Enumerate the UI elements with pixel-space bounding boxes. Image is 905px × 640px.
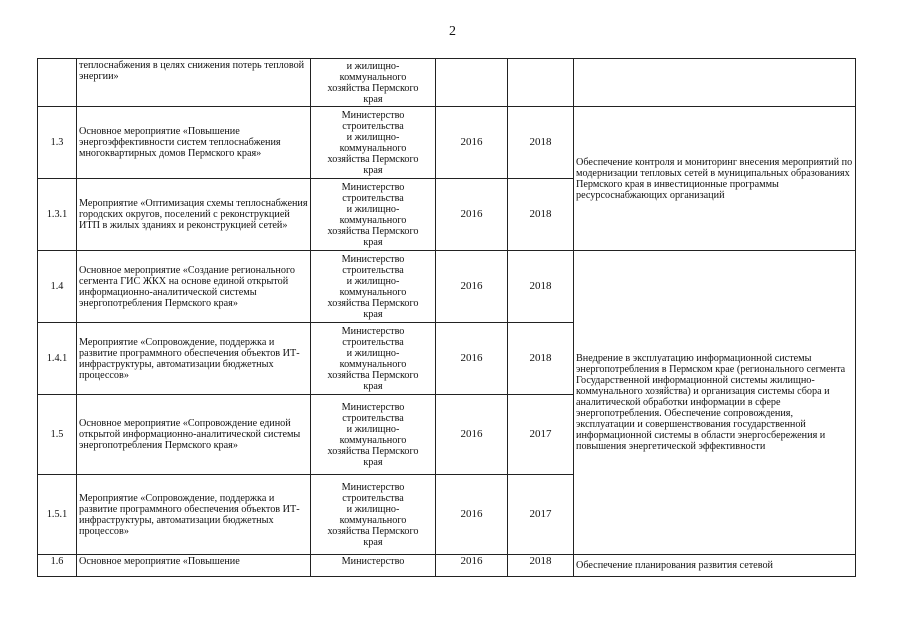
goal-text: Внедрение в эксплуатацию информационной системы энергопотребления в Пермском крае (регионального сегмента Государственной информационной системы жилищно-коммунального хозяйства) и организация системы сбора и аналитической обработки информации в сфере энергопотребления. Обеспечение сопровождения, эксплуатации и совершенствования государственной информационной системы в области энергосбережения и повышения энергетической эффективности [574, 251, 856, 555]
goal-text: Обеспечение планирования развития сетевой [574, 555, 856, 577]
row-number: 1.6 [38, 555, 77, 577]
activity-name: Мероприятие «Оптимизация схемы теплоснабжения городских округов, поселений с реконструкцией ИТП в жилых зданиях и реконструкцией сетей» [77, 179, 311, 251]
end-year: 2018 [508, 107, 574, 179]
responsible-org [311, 179, 436, 251]
row-number: 1.4.1 [38, 323, 77, 395]
row-number: 1.5.1 [38, 475, 77, 555]
page-number: 2 [449, 24, 456, 39]
responsible-org [311, 251, 436, 323]
end-year: 2017 [508, 475, 574, 555]
start-year: 2016 [436, 251, 508, 323]
table-row [38, 107, 856, 179]
activity-name: Основное мероприятие «Повышение энергоэффективности систем теплоснабжения многоквартирных домов Пермского края» [77, 107, 311, 179]
row-number [38, 59, 77, 107]
org-text: Министерство строительства и жилищно- коммунального хозяйства Пермского края [327, 401, 419, 468]
row-number: 1.5 [38, 395, 77, 475]
org-text: Министерство строительства и жилищно- коммунального хозяйства Пермского края [327, 109, 419, 176]
end-year: 2018 [508, 179, 574, 251]
org-text: Министерство строительства и жилищно- коммунального хозяйства Пермского края [327, 181, 419, 248]
org-text: Министерство [341, 556, 405, 567]
start-year: 2016 [436, 179, 508, 251]
responsible-org [311, 59, 436, 107]
row-number: 1.3.1 [38, 179, 77, 251]
table-row [38, 59, 856, 107]
org-text: Министерство строительства и жилищно- коммунального хозяйства Пермского края [327, 253, 419, 320]
table-row [38, 251, 856, 323]
end-year: 2018 [508, 323, 574, 395]
responsible-org [311, 395, 436, 475]
start-year: 2016 [436, 107, 508, 179]
start-year: 2016 [436, 555, 508, 577]
goal-cell-empty [574, 59, 856, 107]
table-row [38, 555, 856, 577]
activity-name: Основное мероприятие «Сопровождение единой открытой информационно-аналитической системы энергопотребления Пермского края» [77, 395, 311, 475]
start-year: 2016 [436, 323, 508, 395]
program-table [37, 58, 856, 577]
end-year [508, 59, 574, 107]
start-year: 2016 [436, 395, 508, 475]
org-text: Министерство строительства и жилищно- коммунального хозяйства Пермского края [327, 481, 419, 548]
responsible-org [311, 555, 436, 577]
end-year: 2018 [508, 555, 574, 577]
start-year: 2016 [436, 475, 508, 555]
end-year: 2018 [508, 251, 574, 323]
responsible-org [311, 475, 436, 555]
end-year: 2017 [508, 395, 574, 475]
activity-name: Основное мероприятие «Создание регионального сегмента ГИС ЖКХ на основе единой открытой информационно-аналитической системы энергопотребления Пермского края» [77, 251, 311, 323]
goal-text: Обеспечение контроля и мониторинг внесения мероприятий по модернизации тепловых сетей в муниципальных образованиях Пермского края в инвестиционные программы ресурсоснабжающих организаций [574, 107, 856, 251]
org-text: и жилищно- коммунального хозяйства Пермского края [327, 60, 419, 105]
responsible-org [311, 107, 436, 179]
activity-name: Мероприятие «Сопровождение, поддержка и развитие программного обеспечения объектов ИТ-инфраструктуры, автоматизации бюджетных процессов» [77, 323, 311, 395]
responsible-org [311, 323, 436, 395]
row-number: 1.3 [38, 107, 77, 179]
activity-name: Мероприятие «Сопровождение, поддержка и развитие программного обеспечения объектов ИТ-инфраструктуры, автоматизации бюджетных процессов» [77, 475, 311, 555]
activity-name: теплоснабжения в целях снижения потерь тепловой энергии» [77, 59, 311, 107]
row-number: 1.4 [38, 251, 77, 323]
activity-name: Основное мероприятие «Повышение [77, 555, 311, 577]
start-year [436, 59, 508, 107]
org-text: Министерство строительства и жилищно- коммунального хозяйства Пермского края [327, 325, 419, 392]
